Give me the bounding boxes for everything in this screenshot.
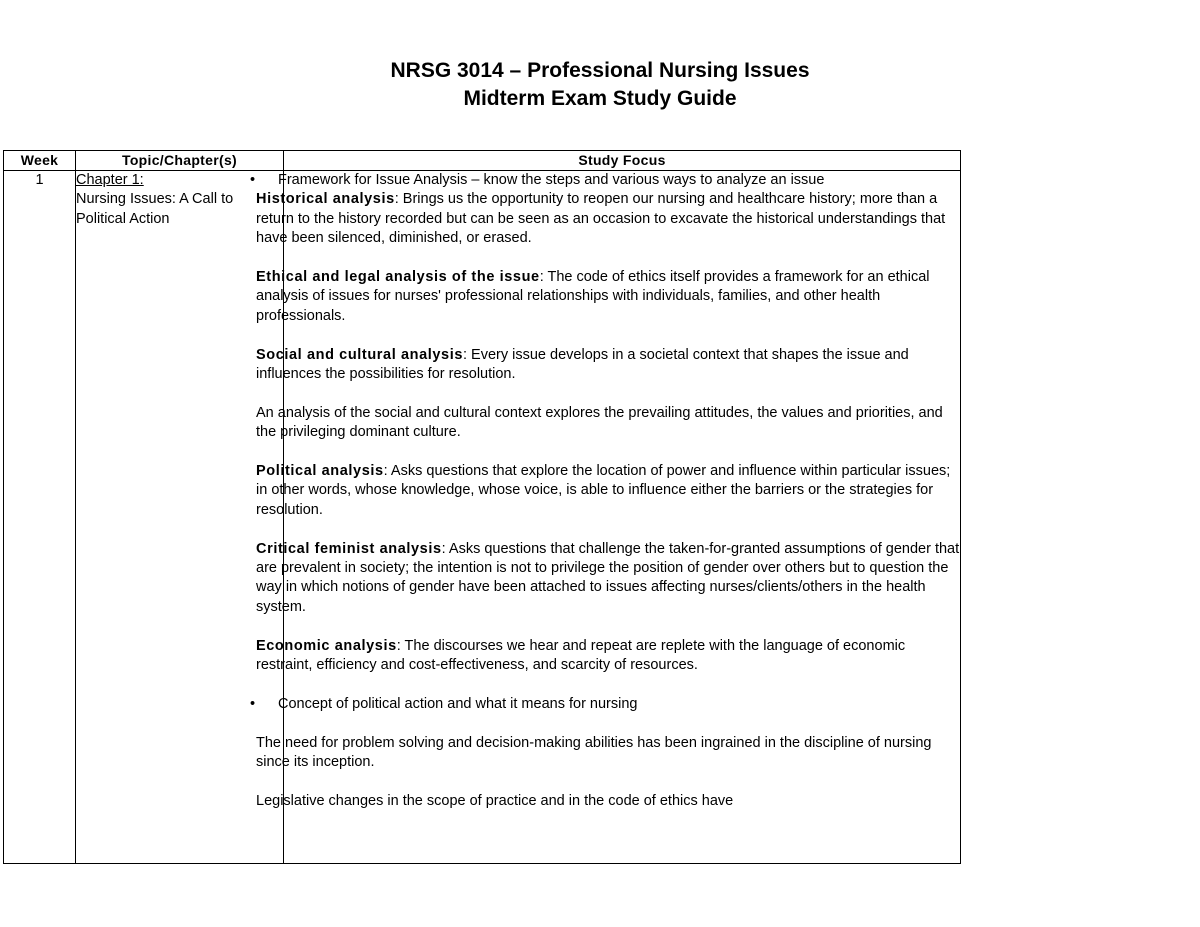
document-title (0, 57, 1200, 113)
table-row (4, 171, 961, 864)
political-text: : Asks questions that explore the location of power and influence within particular issues; in other words, whose knowledge, whose voice, is able to influence either the barriers or the strategies for resolution. (256, 463, 951, 518)
social-analysis (256, 346, 960, 385)
political-label: Political analysis (256, 463, 384, 480)
study-guide-table (3, 150, 961, 864)
list-item (250, 695, 960, 714)
focus-cell (250, 171, 961, 864)
historical-text: : Brings us the opportunity to reopen our nursing and healthcare history; more than a return to the history recorded but can be seen as an occasion to excavate the historical understandings that have been silenced, diminished, or erased. (256, 191, 946, 247)
economic-analysis (256, 637, 960, 676)
ethical-label: Ethical and legal analysis of the issue (256, 269, 540, 286)
title-subtitle: Midterm Exam Study Guide (463, 87, 737, 110)
table-header-row (4, 151, 961, 171)
ethical-analysis (256, 268, 960, 326)
header-focus: Study Focus (284, 151, 961, 171)
bullet-text-political-action: Concept of political action and what it means for nursing (278, 695, 638, 712)
social-text: : Every issue develops in a societal context that shapes the issue and influences the possibilities for resolution. (256, 346, 909, 383)
header-week: Week (4, 151, 76, 171)
bullet-text-framework: Framework for Issue Analysis – know the steps and various ways to analyze an issue (278, 172, 825, 188)
feminist-label: Critical feminist analysis (256, 540, 442, 557)
economic-label: Economic analysis (256, 637, 397, 654)
list-item (250, 171, 960, 190)
topic-cell (76, 171, 284, 864)
week-cell: 1 (4, 171, 76, 864)
feminist-analysis (256, 540, 960, 618)
bullet-icon: • (250, 695, 256, 712)
header-topic: Topic/Chapter(s) (76, 151, 284, 171)
feminist-text: : Asks questions that challenge the taken-for-granted assumptions of gender that are prevalent in society; the intention is not to privilege the position of gender over others but to question the way in which notions of gender have been attached to issues affecting nurses/clients/others in the health system. (256, 540, 960, 615)
economic-text: : The discourses we hear and repeat are replete with the language of economic restraint, efficiency and cost-effectiveness, and scarcity of resources. (256, 637, 906, 674)
historical-label: Historical analysis (256, 191, 395, 208)
title-course: NRSG 3014 – Professional Nursing Issues (390, 59, 810, 82)
historical-analysis (256, 190, 960, 248)
legislative-text: Legislative changes in the scope of practice and in the code of ethics have (256, 792, 734, 809)
problem-solving-text: The need for problem solving and decision-making abilities has been ingrained in the discipline of nursing since its inception. (256, 734, 932, 771)
social-extra: An analysis of the social and cultural context explores the prevailing attitudes, the values and priorities, and the privileging dominant culture. (256, 404, 943, 441)
political-analysis (256, 462, 960, 520)
chapter-label: Chapter 1: (76, 172, 144, 188)
social-label: Social and cultural analysis (256, 346, 463, 363)
ethical-text: : The code of ethics itself provides a framework for an ethical analysis of issues for nurses' professional relationships with individuals, families, and other health professionals. (256, 269, 930, 324)
bullet-icon: • (250, 172, 256, 188)
chapter-title: Nursing Issues: A Call to Political Action (76, 191, 234, 227)
